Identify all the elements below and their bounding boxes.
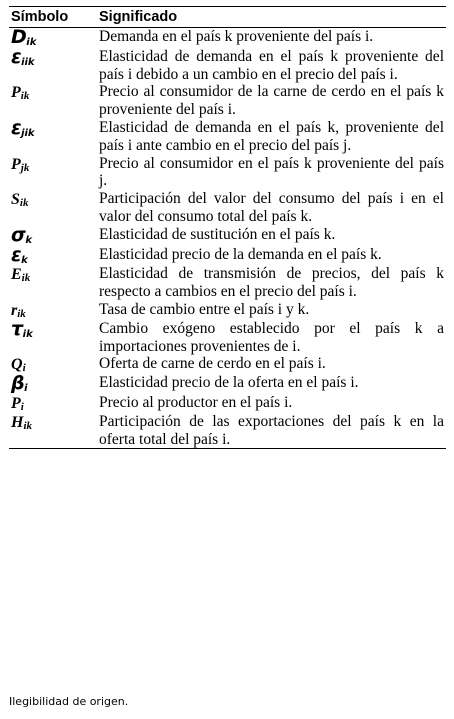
meaning-cell: Elasticidad de transmisión de precios, del país k respecto a cambios en el precio del país i. [99,265,444,301]
table-row [9,413,446,449]
symbol-cell [9,394,96,413]
symbol-cell [9,155,96,191]
symbol-base: H [11,413,24,431]
symbol-subscript: i [22,362,26,375]
table-row [9,355,446,374]
symbol-cell [9,116,96,155]
meaning-cell: Oferta de carne de cerdo en el país i. [99,355,326,373]
header-symbol: Símbolo [11,9,69,25]
symbols-table [9,6,446,449]
symbol-subscript: ik [23,419,33,432]
meaning-cell: Precio al productor en el país i. [99,393,293,411]
table-body [9,28,446,449]
symbol-subscript: jik [21,127,35,139]
symbol-cell [9,243,96,266]
symbol-base: ε [11,45,22,68]
table-row [9,320,446,356]
symbol-subscript: k [21,254,28,266]
symbol-subscript: i [24,383,28,395]
symbol-base: P [11,155,21,173]
meaning-cell: Demanda en el país k proveniente del país i. [99,28,374,45]
symbol-cell [9,265,96,301]
meaning-cell: Participación del valor del consumo del país i en el valor del consumo total del país k. [99,190,444,225]
table-row [9,301,446,320]
symbol-subscript: ik [20,90,30,103]
table-row [9,48,446,84]
symbol-base: P [11,394,21,412]
table-row [9,190,446,226]
symbol-base: τ [11,317,23,340]
symbol-subscript: jk [20,161,30,174]
header-row [9,7,446,28]
symbol-subscript: ik [19,197,29,210]
symbol-cell [9,83,96,119]
table-row [9,226,446,246]
symbol-base: P [11,84,21,102]
table-row [9,374,446,394]
symbol-cell [9,45,96,84]
symbol-cell [9,223,96,246]
table-row [9,265,446,301]
symbol-subscript: ik [21,272,31,285]
symbol-subscript: iik [21,56,35,68]
symbol-cell [9,374,96,394]
table-row [9,119,446,155]
symbol-cell [9,190,96,226]
symbol-base: D [11,26,27,48]
symbol-cell [9,317,96,356]
meaning-cell: Elasticidad de sustitución en el país k. [99,225,336,243]
symbol-subscript: ik [26,37,37,48]
meaning-cell: Participación de las exportaciones del país k en la oferta total del país i. [99,412,444,448]
symbol-base: ε [11,243,22,266]
symbol-base: Q [11,356,23,374]
table-row [9,83,446,119]
symbol-base: σ [11,223,26,246]
symbol-base: ε [11,116,22,139]
symbol-base: S [11,191,20,209]
table-row [9,155,446,191]
meaning-cell: Tasa de cambio entre el país i y k. [99,300,310,318]
meaning-cell: Elasticidad precio de la demanda en el país k. [99,245,382,263]
meaning-cell: Elasticidad precio de la oferta en el país i. [99,374,359,392]
symbol-subscript: ik [22,328,33,340]
symbol-base: β [11,372,25,395]
symbol-base: r [11,301,18,319]
meaning-cell: Precio al consumidor de la carne de cerdo en el país k proveniente del país i. [99,83,444,119]
meaning-cell: Elasticidad de demanda en el país k, proveniente del país i ante cambio en el precio del país j. [99,118,444,154]
symbol-base: E [11,266,22,284]
table-row [9,28,446,48]
symbol-subscript: ik [17,307,26,320]
meaning-cell: Precio al consumidor en el país k proveniente del país j. [99,154,444,190]
table-header [9,7,446,28]
meaning-cell: Elasticidad de demanda en el país k proveniente del país i debido a un cambio en el precio del país i. [99,47,444,83]
symbols-table-container [9,6,446,449]
footnote: Ilegibilidad de origen. [9,695,129,708]
symbol-subscript: i [20,400,24,413]
symbol-subscript: k [25,234,32,246]
symbol-cell [9,28,96,48]
table-row [9,246,446,266]
symbol-cell [9,413,96,449]
header-meaning: Significado [99,9,178,25]
table-row [9,394,446,413]
meaning-cell: Cambio exógeno establecido por el país k a importaciones provenientes de i. [99,319,444,355]
